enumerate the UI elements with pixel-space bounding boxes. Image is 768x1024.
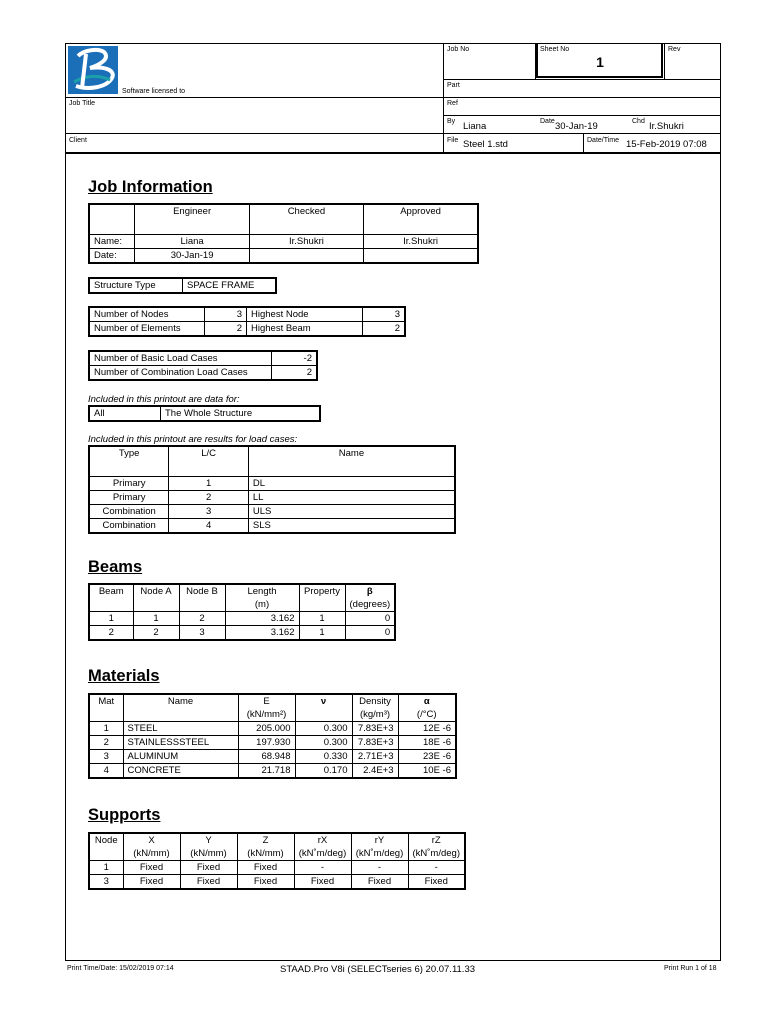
beams-header-property: Property: [299, 584, 345, 598]
structure-type-label: Structure Type: [89, 278, 183, 293]
structure-type-value: SPACE FRAME: [183, 278, 277, 293]
beams-header-beam: Beam: [89, 584, 133, 598]
elements-value: 2: [205, 322, 247, 337]
rev-label: Rev: [668, 46, 681, 53]
materials-header-density: Density: [352, 694, 398, 708]
structure-type-table: [88, 277, 277, 294]
job-title-label: Job Title: [69, 100, 96, 107]
materials-table: [88, 693, 457, 779]
highest-beam-label: Highest Beam: [247, 322, 363, 337]
materials-heading: Materials: [88, 667, 160, 685]
table-row: 1 STEEL 205.000 0.300 7.83E+3 12E -6: [89, 722, 456, 736]
lc-header-type: Type: [89, 446, 169, 476]
by-label: By: [447, 118, 456, 125]
ref-label: Ref: [447, 100, 458, 107]
sheet-no-label: Sheet No: [540, 46, 570, 53]
supports-header-ry: rY: [351, 833, 408, 847]
data-desc: The Whole Structure: [161, 406, 321, 421]
beams-header-node-a: Node A: [133, 584, 179, 598]
table-row: Primary 2 LL: [89, 490, 455, 504]
materials-header-name: Name: [123, 694, 238, 708]
nodes-label: Number of Nodes: [89, 307, 205, 322]
highest-node-value: 3: [363, 307, 406, 322]
data-included-table: [88, 405, 321, 422]
checked-name: Ir.Shukri: [249, 234, 363, 248]
materials-header-alpha: α: [398, 694, 456, 708]
materials-header-nu: ν: [295, 694, 352, 708]
highest-beam-value: 2: [363, 322, 406, 337]
supports-header-node: Node: [89, 833, 123, 847]
by-value: Liana: [463, 121, 487, 132]
table-row: 2 STAINLESSSTEEL 197.930 0.300 7.83E+3 18E -6: [89, 736, 456, 750]
table-row: 1 1 2 3.162 1 0: [89, 612, 395, 626]
col-engineer: Engineer: [135, 204, 249, 234]
materials-sub-e: (kN/mm²): [238, 708, 295, 722]
counts-table: [88, 306, 406, 337]
table-row: 4 CONCRETE 21.718 0.170 2.4E+3 10E -6: [89, 764, 456, 779]
beams-table: [88, 583, 396, 641]
file-label: File: [447, 137, 459, 144]
licensed-label: Software licensed to: [122, 88, 186, 95]
lc-header-lc: L/C: [169, 446, 249, 476]
materials-header-mat: Mat: [89, 694, 123, 708]
table-row: 2 2 3 3.162 1 0: [89, 626, 395, 641]
part-label: Part: [447, 82, 460, 89]
chd-value: Ir.Shukri: [649, 121, 684, 132]
supports-header-rx: rX: [294, 833, 351, 847]
lc-header-name: Name: [248, 446, 455, 476]
date-value: 30-Jan-19: [555, 121, 598, 132]
beams-header-node-b: Node B: [179, 584, 225, 598]
job-no-label: Job No: [447, 46, 470, 53]
job-information-heading: Job Information: [88, 178, 213, 196]
beams-heading: Beams: [88, 558, 143, 576]
load-cases-table: [88, 445, 456, 534]
datetime-label: Date/Time: [587, 137, 620, 144]
materials-sub-alpha: (/°C): [398, 708, 456, 722]
highest-node-label: Highest Node: [247, 307, 363, 322]
engineer-date: 30-Jan-19: [135, 248, 249, 263]
col-approved: Approved: [364, 204, 478, 234]
sheet-no-value: 1: [596, 54, 604, 70]
table-row: Primary 1 DL: [89, 476, 455, 490]
approved-name: Ir.Shukri: [364, 234, 478, 248]
footer-print-time: Print Time/Date: 15/02/2019 07:14: [67, 965, 174, 972]
table-row: 3 ALUMINUM 68.948 0.330 2.71E+3 23E -6: [89, 750, 456, 764]
chd-label: Chd: [632, 118, 645, 125]
supports-heading: Supports: [88, 806, 161, 824]
basic-lc-label: Number of Basic Load Cases: [89, 351, 272, 366]
comb-lc-value: 2: [272, 366, 318, 381]
table-row: 3 Fixed Fixed Fixed Fixed Fixed Fixed: [89, 875, 465, 890]
supports-header-y: Y: [180, 833, 237, 847]
job-info-table: [88, 203, 479, 264]
beams-header-beta: β: [345, 584, 395, 598]
bentley-b-logo-icon: [68, 46, 118, 94]
table-row: Combination 4 SLS: [89, 518, 455, 533]
footer-print-run: Print Run 1 of 18: [664, 965, 717, 972]
nodes-value: 3: [205, 307, 247, 322]
table-row: 1 Fixed Fixed Fixed - - -: [89, 861, 465, 875]
elements-label: Number of Elements: [89, 322, 205, 337]
supports-header-z: Z: [237, 833, 294, 847]
beams-sub-length: (m): [225, 598, 299, 612]
table-row: Combination 3 ULS: [89, 504, 455, 518]
load-case-count-table: [88, 350, 318, 381]
client-label: Client: [69, 137, 87, 144]
supports-header-rz: rZ: [408, 833, 465, 847]
row-name-label: Name:: [89, 234, 135, 248]
results-note: Included in this printout are results for load cases:: [88, 434, 298, 445]
date-label: Date: [540, 118, 555, 125]
supports-header-x: X: [123, 833, 180, 847]
data-note: Included in this printout are data for:: [88, 394, 240, 405]
basic-lc-value: -2: [272, 351, 318, 366]
supports-table: Node X Y Z rX rY rZ (kN/mm) (kN/mm) (kN/mm) (kN˚m/deg) (kN˚m/deg) (kN˚m/deg) 1 Fixed Fixed Fixed - - - 3 Fixed Fixed Fixed Fixed Fixed Fixed: [88, 832, 466, 890]
materials-sub-density: (kg/m³): [352, 708, 398, 722]
footer-software: STAAD.Pro V8i (SELECTseries 6) 20.07.11.33: [280, 964, 476, 975]
datetime-value: 15-Feb-2019 07:08: [626, 139, 707, 150]
beams-sub-beta: (degrees): [345, 598, 395, 612]
data-all: All: [89, 406, 161, 421]
col-checked: Checked: [249, 204, 363, 234]
row-date-label: Date:: [89, 248, 135, 263]
file-value: Steel 1.std: [463, 139, 508, 150]
beams-header-length: Length: [225, 584, 299, 598]
materials-header-e: E: [238, 694, 295, 708]
engineer-name: Liana: [135, 234, 249, 248]
comb-lc-label: Number of Combination Load Cases: [89, 366, 272, 381]
